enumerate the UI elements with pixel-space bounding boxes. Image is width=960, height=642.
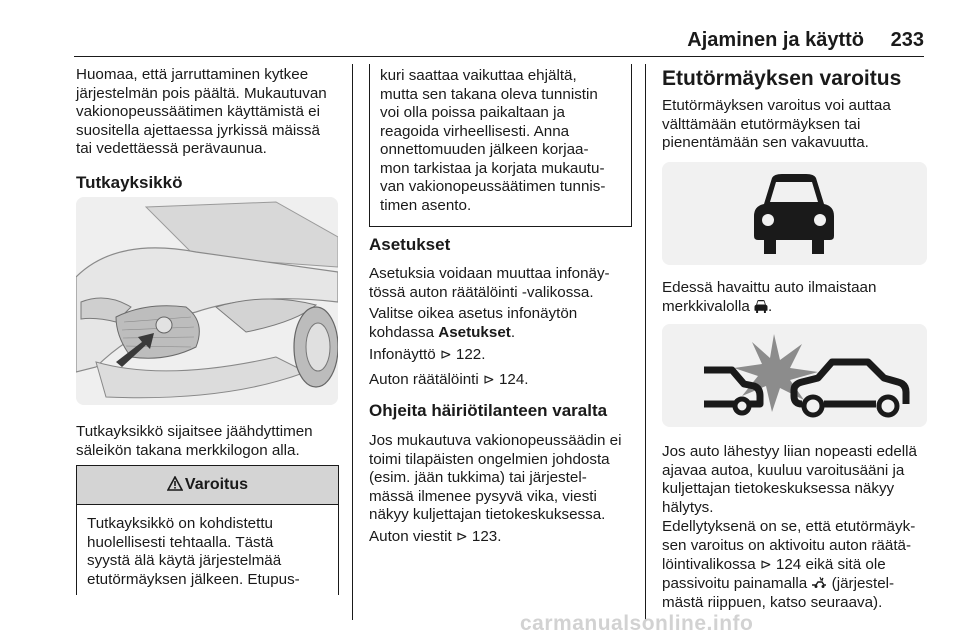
page-ref-arrow-icon: ⊳: [455, 528, 468, 544]
fault-paragraph: Jos mukautuva vakionopeussäädin ei toimi tilapäisten ongelmien johdosta (esim. jään tukkima) tai järjestel- mässä ilmenee pysyvä vika, viesti näkyy kuljettajan tietokeskuksessa.: [369, 432, 622, 523]
xref-personalization[interactable]: Auton räätälöinti ⊳ 124.: [369, 371, 529, 388]
settings-menu-label: Asetukset: [438, 323, 511, 341]
running-header-title: Ajaminen ja käyttö: [687, 29, 864, 51]
watermark: carmanualsonline.info: [520, 612, 754, 635]
radar-unit-figure: [76, 197, 338, 405]
column-divider-2: [645, 64, 646, 620]
radar-caption: Tutkayksikkö sijaitsee jäähdyttimen säleikön takana merkkilogon alla.: [76, 423, 313, 459]
vehicle-ahead-indicator-icon: [754, 300, 768, 319]
vehicle-detected-text: Edessä havaittu auto ilmaistaan merkkivalolla .: [662, 279, 876, 318]
header-rule: [74, 56, 924, 57]
page-ref-arrow-icon: ⊳: [439, 346, 452, 362]
collision-alert-figure: [662, 324, 927, 427]
settings-paragraph-2: Valitse oikea asetus infonäytön kohdassa Asetukset.: [369, 305, 578, 341]
settings-heading: Asetukset: [369, 235, 451, 254]
collision-alert-button-icon: [811, 576, 827, 595]
warning-header: [77, 466, 338, 505]
precondition-paragraph: Edellytyksenä on se, että etutörmäyk- sen varoitus on aktivoitu auton räätä- löintivalikossa ⊳ 124 eikä sitä ole passivoitu painamalla (järjestel- mästä riippuen, katso seuraava).: [662, 518, 916, 611]
fault-heading: Ohjeita häiriötilanteen varalta: [369, 401, 608, 420]
xref-vehicle-messages[interactable]: Auton viestit ⊳ 123.: [369, 528, 502, 545]
intro-paragraph: Huomaa, että jarruttaminen kytkee järjestelmän pois päältä. Mukautuvan vakionopeussäätimen käyttämistä ei suositella ajettaessa jyrkissä mäissä tai vedettäessä perävaunua.: [76, 66, 327, 157]
radar-unit-heading: Tutkayksikkö: [76, 173, 183, 192]
warning-triangle-icon: [167, 468, 183, 506]
settings-paragraph-1: Asetuksia voidaan muuttaa infonäy- tössä auton räätälöinti -valikossa.: [369, 265, 610, 301]
warning-title: Varoitus: [184, 476, 249, 493]
forward-collision-intro: Etutörmäyksen varoitus voi auttaa välttämään etutörmäyksen tai pienentämään sen vakavuutta.: [662, 97, 891, 151]
vehicle-ahead-figure: [662, 162, 927, 265]
page-ref-arrow-icon: ⊳: [759, 556, 772, 572]
column-divider-1: [352, 64, 353, 620]
page-number: 233: [890, 29, 924, 51]
warning-box: [76, 465, 339, 595]
collision-alert-text: Jos auto lähestyy liian nopeasti edellä ajavaa autoa, kuuluu varoitusääni ja kuljettajan tietokeskuksessa näkyy hälytys.: [662, 443, 917, 516]
xref-infodisplay[interactable]: Infonäyttö ⊳ 122.: [369, 346, 486, 363]
collision-alert-icon: [662, 324, 927, 427]
page-ref-arrow-icon: ⊳: [482, 371, 495, 387]
warning-box-continued: kuri saattaa vaikuttaa ehjältä, mutta sen takana oleva tunnistin voi olla poissa paikaltaan ja reagoida virheellisesti. Anna onnettomuuden jälkeen korjaa- mon tarkistaa ja korjata mukautu- van vakionopeussäätimen tunnis- timen asento.: [369, 64, 632, 227]
warning-body: Tutkayksikkö on kohdistettu huolellisesti tehtaalla. Tästä syystä älä käytä järjestelmää etutörmäyksen jälkeen. Etupus-: [87, 515, 300, 588]
forward-collision-heading: Etutörmäyksen varoitus: [662, 67, 902, 90]
vehicle-ahead-icon: [662, 162, 927, 265]
car-front-illustration: [76, 197, 338, 405]
